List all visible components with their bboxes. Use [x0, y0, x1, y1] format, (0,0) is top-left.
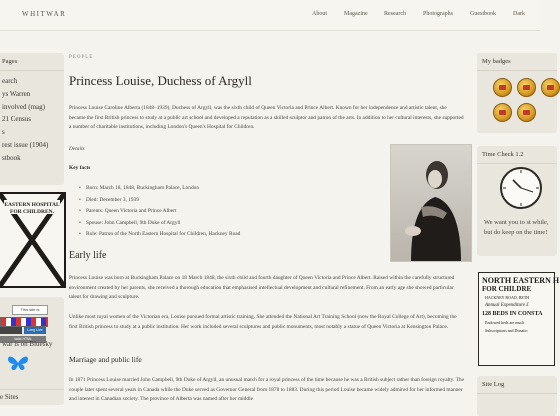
web-banner-1[interactable]: This site is — [12, 305, 48, 315]
fact-died: • Died: December 3, 1939 — [86, 197, 139, 203]
key-facts-label: Key facts — [69, 165, 91, 171]
fact-role: • Role: Patron of the North Eastern Hospital for Children, Hackney Road — [86, 231, 240, 237]
section-heading-marriage: Marriage and public life — [69, 355, 142, 364]
fact-parents: • Parents: Queen Victoria and Prince Albert — [86, 208, 176, 214]
clipping-line-4: Endowed beds are much — [485, 320, 525, 325]
nav-dark-toggle[interactable]: Dark — [513, 11, 525, 17]
sidebar-item-involved[interactable]: involved (mag) — [2, 102, 45, 111]
intro-paragraph: Princess Louise Caroline Alberta (1848–1939), Duchess of Argyll, was the sixth child of Queen Victoria and Prince Albert. Known for her independence and artistic talent, she became the first British princess to study at a public art school and developed a reputation as a skilled sculptor and patron of the arts. In addition to her cultural interests, she supported a number of charitable institutions, including London's Queen's Hospital for Children. — [69, 105, 464, 130]
web-banner-2[interactable] — [0, 317, 48, 327]
svg-text:EASTERN HOSPITAL: EASTERN HOSPITAL — [4, 202, 60, 208]
nav-magazine[interactable]: Magazine — [344, 11, 368, 17]
web-banner-4[interactable]: Long Live — [24, 327, 46, 334]
sticker-cross-icon — [0, 194, 64, 286]
sidebar-item-search[interactable]: earch — [2, 77, 18, 85]
clock-icon — [499, 166, 543, 210]
details-label[interactable]: Details — [69, 146, 85, 152]
site-log-panel — [477, 376, 557, 416]
badge-icon-3[interactable] — [541, 78, 560, 97]
left-sites-heading: e Sites — [0, 389, 64, 401]
marriage-paragraph: In 1871 Princess Louise married John Campbell, 9th Duke of Argyll, an unusual match for a royal princess of the time because he was a British subject rather than foreign royalty. The couple later spent several years in Canada while the Duke served as Governor General from 1878 to 1883. During this period Louise became widely admired for her informed manner and interest in Canadian society. The province of Alberta was named after her middle — [69, 377, 464, 402]
sidebar-item-issue[interactable]: rest issue (1904) — [2, 140, 49, 149]
svg-text:FOR CHILDREN.: FOR CHILDREN. — [9, 209, 55, 215]
bluesky-text[interactable]: war is on Bluesky — [2, 340, 53, 348]
site-log-heading: Site Log — [477, 376, 557, 394]
butterfly-icon[interactable] — [7, 354, 29, 374]
sidebar-item-census[interactable]: 21 Census — [2, 115, 31, 124]
clipping-line-2: Annual Expenditure £ — [485, 303, 529, 308]
hospital-sticker-image — [0, 192, 66, 288]
left-panel-heading: Pages — [0, 53, 64, 71]
time-check-panel — [477, 146, 557, 256]
site-brand[interactable]: WHITWAR — [22, 10, 67, 18]
clipping-subhead: FOR CHILDRE — [482, 285, 532, 293]
time-check-text: We want you to st while, but do keep on the time! — [484, 219, 549, 236]
sidebar-item-guestbook[interactable]: stbook — [2, 153, 21, 162]
web-banner-3[interactable] — [0, 327, 22, 334]
portrait-photo — [390, 144, 472, 262]
left-buttons-panel — [0, 297, 64, 405]
nav-guestbook[interactable]: Guestbook — [470, 11, 496, 17]
clipping-headline: NORTH EASTERN H — [482, 276, 560, 285]
sidebar-item-s[interactable]: s — [2, 128, 5, 137]
badge-icon-5[interactable] — [517, 103, 536, 122]
badges-heading: My badges — [477, 53, 557, 71]
clipping-line-1: HACKNEY ROAD, BETH — [485, 295, 530, 300]
fact-spouse: • Spouse: John Campbell, 9th Duke of Argyll — [86, 220, 180, 226]
early-life-paragraph-1: Princess Louise was born at Buckingham Palace on 18 March 1848, the sixth child and fourth daughter of Queen Victoria and Prince Albert. Raised within the carefully structured environment created by her parents, she received a thorough education that emphasised intellectual development and cultural refinement. From an early age she showed particular talent for drawing and sculpture. — [69, 275, 455, 300]
clipping-line-5: Subscriptions and Donatio — [485, 328, 528, 333]
early-life-paragraph-2: Unlike most royal women of the Victorian era, Louise pursued formal artistic training. She attended the National Art Training School (now the Royal College of Art), becoming the first British princess to study at a public institution. Her work included several sculptures and public monuments, most notably a statue of Queen Victoria at Kensington Palace. — [69, 314, 457, 330]
time-check-heading: Time Check 1.2 — [477, 146, 557, 164]
left-pages-panel — [0, 53, 64, 185]
section-heading-early-life: Early life — [69, 250, 107, 261]
badge-icon-2[interactable] — [517, 78, 536, 97]
portrait-figure-icon — [391, 145, 471, 261]
web-banner-5[interactable]: Valid HTML — [0, 336, 46, 343]
nav-research[interactable]: Research — [384, 11, 406, 17]
badges-panel — [477, 53, 557, 133]
article-category: PEOPLE — [69, 55, 94, 60]
fact-born: • Born: March 18, 1848, Buckingham Palace, London — [86, 185, 199, 191]
nav-about[interactable]: About — [312, 11, 327, 17]
sidebar-item-warren[interactable]: ys Warren — [2, 89, 31, 98]
nav-photographs[interactable]: Photographs — [423, 11, 453, 17]
top-navigation-bar — [0, 0, 540, 31]
clipping-line-3: 128 BEDS IN CONSTA — [482, 311, 543, 317]
badge-icon-1[interactable] — [493, 78, 512, 97]
page-title: Princess Louise, Duchess of Argyll — [69, 73, 252, 88]
hospital-clipping-image — [478, 272, 560, 366]
badge-icon-4[interactable] — [493, 103, 512, 122]
